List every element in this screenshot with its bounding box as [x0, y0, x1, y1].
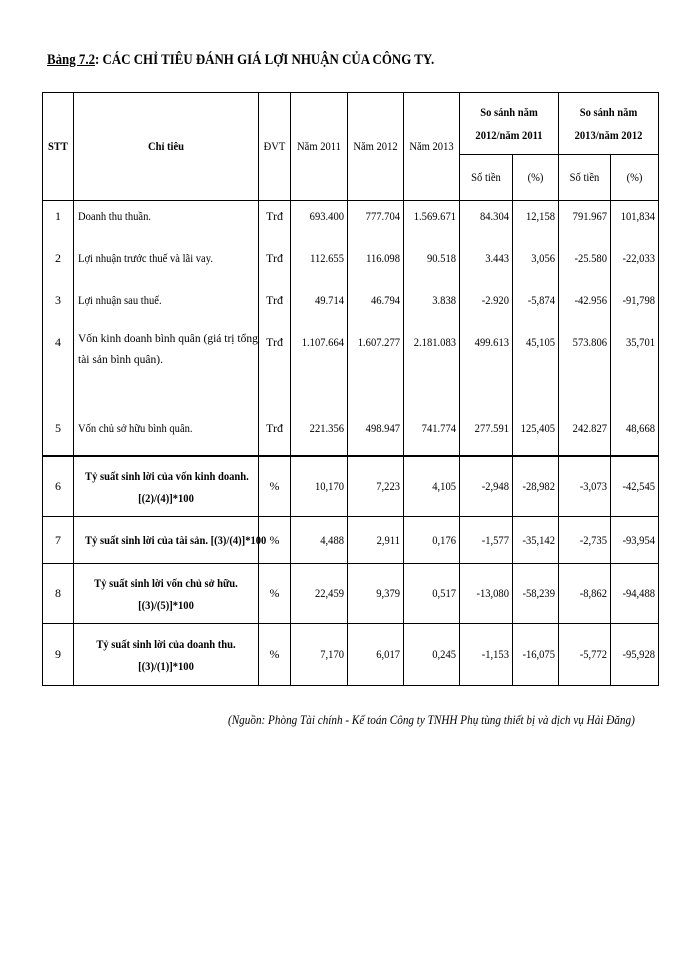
- stt-3: 3: [55, 293, 61, 307]
- y2012-column: 777.704 116.098 46.794 1.607.277 498.947: [348, 201, 404, 456]
- name-1: Doanh thu thuần.: [78, 209, 152, 223]
- stt-4: 4: [55, 335, 61, 349]
- stt-1: 1: [55, 209, 61, 223]
- stt-2: 2: [55, 251, 61, 265]
- name-9: Tỷ suất sinh lời của doanh thu. [(3)/(1)]*100: [74, 624, 259, 686]
- header-compare-2012-2011: So sánh năm 2012/năm 2011: [460, 93, 559, 155]
- c2-pct-column: 101,834 -22,033 -91,798 35,701 48,668: [611, 201, 659, 456]
- c2-amount-column: 791.967 -25.580 -42.956 573.806 242.827: [559, 201, 611, 456]
- table-title: [47, 52, 434, 69]
- table-number: Bảng 7.2: [47, 52, 96, 68]
- header-stt: STT: [43, 93, 74, 201]
- stt-5: 5: [55, 421, 61, 435]
- profit-indicators-table: [42, 92, 659, 686]
- name-3: Lợi nhuận sau thuế.: [78, 293, 162, 307]
- header-2012: Năm 2012: [348, 93, 404, 201]
- source-note: (Nguồn: Phòng Tài chính - Kế toán Công ty TNHH Phụ tùng thiết bị và dịch vụ Hải Đăng): [228, 712, 635, 727]
- header-2013: Năm 2013: [404, 93, 460, 201]
- name-5: Vốn chủ sở hữu bình quân.: [78, 421, 193, 435]
- table-row-group-basic: [43, 201, 659, 456]
- name-7: Tỷ suất sinh lời của tài sản. [(3)/(4)]*100: [74, 517, 259, 564]
- header-pct-2: (%): [611, 155, 659, 201]
- name-column: [74, 201, 259, 456]
- dvt-column: Trđ Trđ Trđ Trđ Trđ: [259, 201, 291, 456]
- header-so-tien-1: Số tiền: [460, 155, 513, 201]
- name-6: Tỷ suất sinh lời của vốn kinh doanh. [(2)/(4)]*100: [74, 457, 259, 517]
- table-row: 9 Tỷ suất sinh lời của doanh thu. [(3)/(1)]*100 % 7,170 6,017 0,245 -1,153 -16,075 -5,772 -95,928: [43, 624, 659, 686]
- y2011-column: 693.400 112.655 49.714 1.107.664 221.356: [291, 201, 348, 456]
- name-2: Lợi nhuận trước thuế và lãi vay.: [78, 251, 213, 265]
- name-8: Tỷ suất sinh lời vốn chủ sở hữu. [(3)/(5)]*100: [74, 564, 259, 624]
- y2013-column: 1.569.671 90.518 3.838 2.181.083 741.774: [404, 201, 460, 456]
- header-pct-1: (%): [513, 155, 559, 201]
- stt-7: 7: [43, 517, 74, 564]
- stt-6: 6: [43, 457, 74, 517]
- header-compare-2013-2012: So sánh năm 2013/năm 2012: [559, 93, 659, 155]
- stt-9: 9: [43, 624, 74, 686]
- c1-pct-column: 12,158 3,056 -5,874 45,105 125,405: [513, 201, 559, 456]
- header-2011: Năm 2011: [291, 93, 348, 201]
- table-row: 8 Tỷ suất sinh lời vốn chủ sở hữu. [(3)/(5)]*100 % 22,459 9,379 0,517 -13,080 -58,239 -8,862 -94,488: [43, 564, 659, 624]
- header-dvt: ĐVT: [259, 93, 291, 201]
- name-4: Vốn kinh doanh bình quân (giá trị tổng tài sản bình quân).: [78, 333, 258, 366]
- table-row: 6 Tỷ suất sinh lời của vốn kinh doanh. [(2)/(4)]*100 % 10,170 7,223 4,105 -2,948 -28,982 -3,073 -42,545: [43, 457, 659, 517]
- stt-column: [43, 201, 74, 456]
- header-chi-tieu: Chỉ tiêu: [74, 93, 259, 201]
- header-so-tien-2: Số tiền: [559, 155, 611, 201]
- c1-amount-column: 84.304 3.443 -2.920 499.613 277.591: [460, 201, 513, 456]
- table-caption: : CÁC CHỈ TIÊU ĐÁNH GIÁ LỢI NHUẬN CỦA CÔNG TY.: [95, 52, 435, 68]
- stt-8: 8: [43, 564, 74, 624]
- table-row: 7 Tỷ suất sinh lời của tài sản. [(3)/(4)]*100 % 4,488 2,911 0,176 -1,577 -35,142 -2,735 -93,954: [43, 517, 659, 564]
